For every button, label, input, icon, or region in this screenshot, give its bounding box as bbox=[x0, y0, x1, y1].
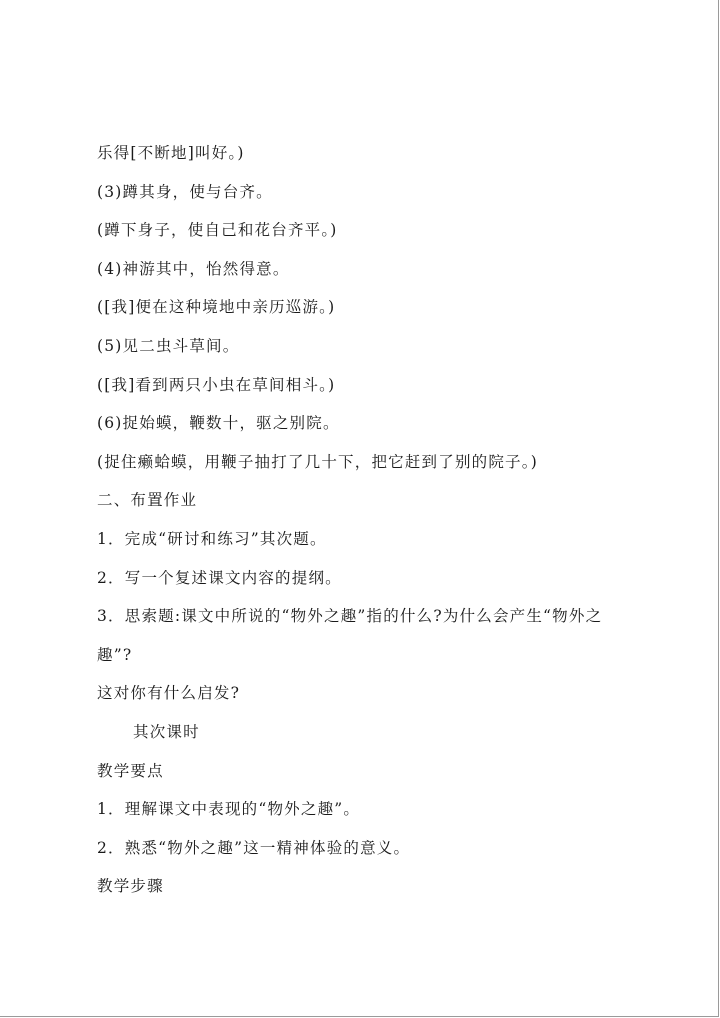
lesson-heading: 其次课时 bbox=[133, 722, 200, 741]
list-item-continuation: 趣”? bbox=[97, 645, 133, 664]
text-line: ([我]便在这种境地中亲历巡游。) bbox=[97, 298, 336, 317]
text-line: 这对你有什么启发? bbox=[97, 684, 241, 703]
document-body bbox=[97, 134, 657, 906]
list-item: 2．写一个复述课文内容的提纲。 bbox=[97, 568, 342, 587]
text-line: (蹲下身子，使自己和花台齐平。) bbox=[97, 221, 338, 240]
list-item: 1．理解课文中表现的“物外之趣”。 bbox=[97, 800, 361, 819]
section-heading: 教学步骤 bbox=[97, 877, 164, 896]
text-line: (6)捉始蟆，鞭数十，驱之别院。 bbox=[97, 414, 340, 433]
section-heading: 二、布置作业 bbox=[97, 491, 198, 510]
section-heading: 教学要点 bbox=[97, 761, 164, 780]
text-line: (4)神游其中，怡然得意。 bbox=[97, 259, 290, 278]
text-line: ([我]看到两只小虫在草间相斗。) bbox=[97, 375, 336, 394]
list-item: 3．思索题:课文中所说的“物外之趣”指的什么?为什么会产生“物外之 bbox=[97, 607, 603, 626]
text-line: (捉住癞蛤蟆，用鞭子抽打了几十下，把它赶到了别的院子。) bbox=[97, 452, 538, 471]
text-line: (5)见二虫斗草间。 bbox=[97, 336, 240, 355]
list-item: 1．完成“研讨和练习”其次题。 bbox=[97, 529, 327, 548]
list-item: 2．熟悉“物外之趣”这一精神体验的意义。 bbox=[97, 838, 411, 857]
text-line: 乐得[不断地]叫好。) bbox=[97, 144, 245, 162]
text-line: (3)蹲其身，使与台齐。 bbox=[97, 182, 273, 201]
